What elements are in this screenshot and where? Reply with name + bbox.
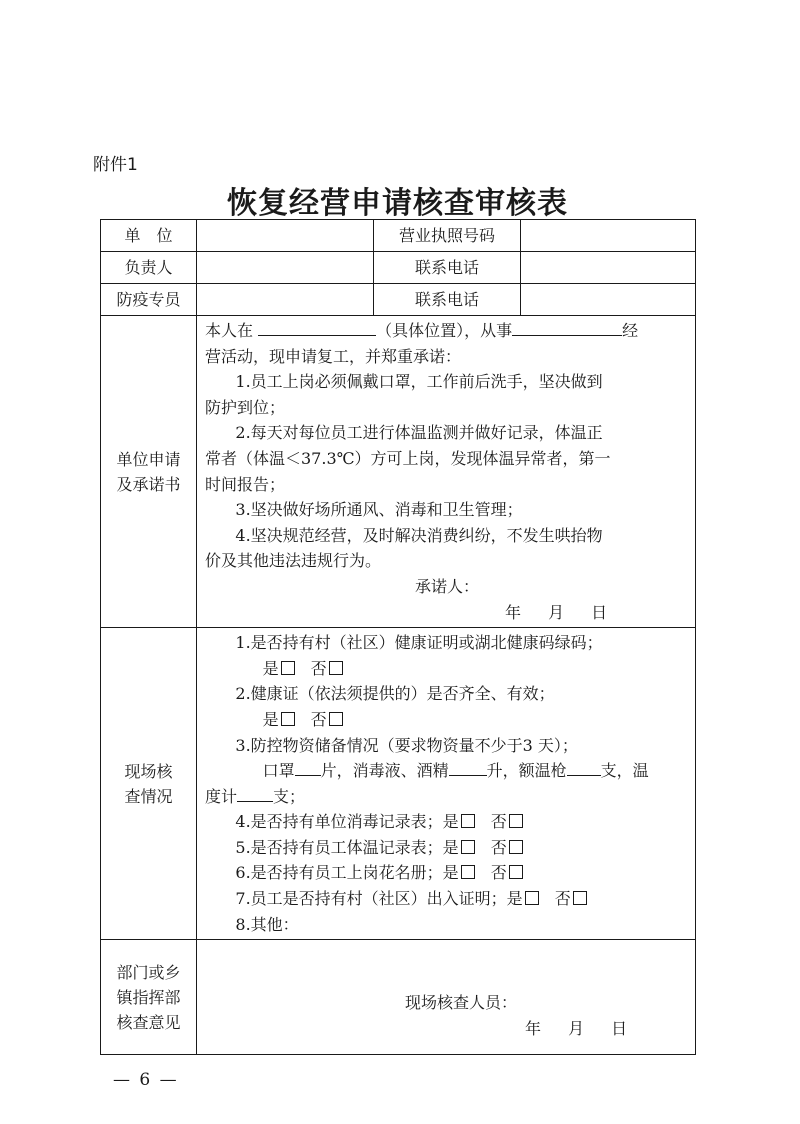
opinion-row — [101, 940, 696, 1055]
no-checkbox[interactable] — [573, 891, 587, 905]
inspection-q2: 2.健康证（依法须提供的）是否齐全、有效； — [235, 684, 555, 704]
inspection-q1-options: 是 否 — [205, 656, 687, 682]
thermometer-gun-blank[interactable] — [567, 759, 601, 776]
attachment-label: 附件1 — [93, 155, 138, 175]
commitment-label-line2: 及承诺书 — [116, 474, 181, 494]
opinion-date: 年 月 日 — [525, 1018, 628, 1038]
yes-checkbox[interactable] — [281, 661, 295, 675]
yes-checkbox[interactable] — [461, 840, 475, 854]
inspection-q7: 7.员工是否持有村（社区）出入证明；是 否 — [205, 886, 687, 912]
yes-checkbox[interactable] — [461, 814, 475, 828]
mask-blank[interactable] — [295, 759, 321, 776]
review-form-table — [100, 219, 696, 1055]
opinion-label — [101, 940, 197, 1055]
inspection-q3: 3.防控物资储备情况（要求物资量不少于3 天）； — [235, 735, 578, 755]
person-label: 负责人 — [101, 252, 197, 284]
form-title: 恢复经营申请核查审核表 — [227, 186, 568, 221]
phone-label: 联系电话 — [374, 252, 521, 284]
opinion-field[interactable] — [197, 940, 696, 1055]
commitment-item-2-cont: 常者（体温＜37.3℃）方可上岗，发现体温异常者，第一 — [205, 448, 611, 468]
commitment-label — [101, 316, 197, 628]
yes-checkbox[interactable] — [461, 865, 475, 879]
commitment-item-2: 2.每天对每位员工进行体温监测并做好记录，体温正 — [235, 423, 603, 443]
epidemic-officer-field[interactable] — [197, 284, 374, 316]
no-checkbox[interactable] — [329, 712, 343, 726]
commitment-line-1: 本人在 （具体位置），从事 经 — [205, 321, 639, 340]
commitment-item-4: 4.坚决规范经营，及时解决消费纠纷，不发生哄抬物 — [235, 525, 603, 545]
commitment-signer: 承诺人： — [415, 576, 480, 596]
inspection-label-line2: 查情况 — [124, 786, 173, 806]
opinion-label-line3: 核查意见 — [116, 1012, 181, 1032]
inspector-label: 现场核查人员： — [405, 993, 518, 1013]
inspection-q3-supplies-cont: 度计 支； — [205, 786, 306, 806]
license-field[interactable] — [521, 220, 696, 252]
commitment-item-1: 1.员工上岗必须佩戴口罩，工作前后洗手，坚决做到 — [235, 372, 603, 392]
phone-field[interactable] — [521, 252, 696, 284]
inspection-text — [197, 628, 696, 940]
unit-row — [101, 220, 696, 252]
inspection-q5: 5.是否持有员工体温记录表；是 否 — [205, 835, 687, 861]
commitment-item-2-cont2: 时间报告； — [205, 474, 286, 494]
location-blank[interactable] — [258, 319, 376, 336]
no-checkbox[interactable] — [509, 865, 523, 879]
inspection-label — [101, 628, 197, 940]
commitment-item-4-cont: 价及其他违法违规行为。 — [205, 551, 382, 571]
commitment-text — [197, 316, 696, 628]
inspection-q2-options: 是 否 — [205, 707, 687, 733]
unit-label: 单 位 — [101, 220, 197, 252]
no-checkbox[interactable] — [329, 661, 343, 675]
inspection-q4: 4.是否持有单位消毒记录表；是 否 — [205, 809, 687, 835]
inspection-row — [101, 628, 696, 940]
unit-field[interactable] — [197, 220, 374, 252]
phone-field-2[interactable] — [521, 284, 696, 316]
person-field[interactable] — [197, 252, 374, 284]
commitment-row — [101, 316, 696, 628]
commitment-line-2: 营活动，现申请复工，并郑重承诺： — [205, 346, 462, 366]
inspection-label-line1: 现场核 — [124, 761, 173, 781]
thermometer-blank[interactable] — [237, 785, 273, 802]
inspection-q1: 1.是否持有村（社区）健康证明或湖北健康码绿码； — [235, 633, 603, 653]
person-row — [101, 252, 696, 284]
no-checkbox[interactable] — [509, 840, 523, 854]
yes-checkbox[interactable] — [281, 712, 295, 726]
commitment-date: 年 月 日 — [505, 602, 608, 622]
opinion-label-line1: 部门或乡 — [116, 962, 181, 982]
phone-label-2: 联系电话 — [374, 284, 521, 316]
commitment-item-1-cont: 防护到位； — [205, 397, 286, 417]
no-checkbox[interactable] — [509, 814, 523, 828]
inspection-q8: 8.其他： — [235, 914, 299, 934]
inspection-q3-supplies: 口罩 片，消毒液、酒精 升，额温枪 支，温 — [262, 761, 649, 781]
disinfectant-blank[interactable] — [449, 759, 487, 776]
yes-checkbox[interactable] — [525, 891, 539, 905]
business-blank[interactable] — [512, 319, 622, 336]
commitment-label-line1: 单位申请 — [116, 449, 181, 469]
inspection-q6: 6.是否持有员工上岗花名册；是 否 — [205, 860, 687, 886]
epidemic-row — [101, 284, 696, 316]
license-label: 营业执照号码 — [374, 220, 521, 252]
epidemic-officer-label: 防疫专员 — [101, 284, 197, 316]
page-number: — 6 — — [113, 1070, 179, 1090]
opinion-label-line2: 镇指挥部 — [116, 987, 181, 1007]
commitment-item-3: 3.坚决做好场所通风、消毒和卫生管理； — [235, 500, 523, 520]
